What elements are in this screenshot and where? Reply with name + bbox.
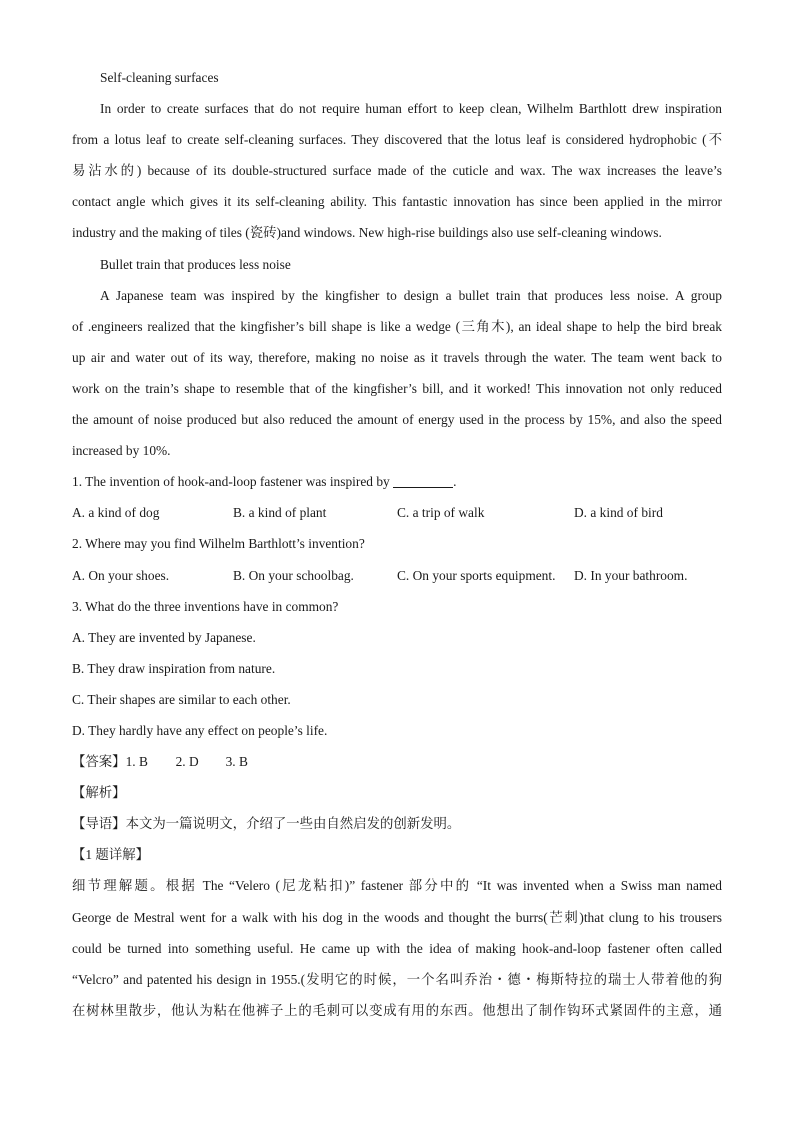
question-1-options: [72, 497, 722, 528]
question-1-text: 1. The invention of hook-and-loop fastener was inspired by: [72, 474, 390, 490]
detail-line: could be turned into something useful. He came up with the idea of making hook-and-loop fastener often called: [72, 940, 722, 956]
question-2-stem: 2. Where may you find Wilhelm Barthlott’s invention?: [72, 536, 365, 552]
document-content: [72, 62, 722, 1026]
answer-2: 2. D: [175, 754, 199, 770]
paragraph-line: increased by 10%.: [72, 443, 171, 459]
section-heading-self-cleaning: Self-cleaning surfaces: [100, 70, 219, 85]
detail-line: 在树林里散步，他认为粘在他裤子上的毛刺可以变成有用的东西。他想出了制作钩环式紧固件的主意，通: [72, 1002, 722, 1018]
answer-line: [72, 746, 722, 777]
answer-label: 【答案】: [72, 754, 126, 770]
answer-1: 1. B: [125, 754, 148, 770]
guide-label: 【导语】: [72, 816, 126, 832]
detail-line: “Velcro” and patented his design in 1955.(发明它的时候，一个名叫乔治・德・梅斯特拉的瑞士人带着他的狗: [72, 971, 722, 987]
answer-3: 3. B: [225, 754, 248, 770]
paragraph-line: the amount of noise produced but also reduced the amount of energy used in the process by 15%, and also the speed: [72, 412, 722, 428]
paragraph-line: work on the train’s shape to resemble that of the kingfisher’s bill, and it worked! This innovation not only reduced: [72, 380, 722, 396]
paragraph-line: industry and the making of tiles (瓷砖)and windows. New high-rise buildings also use self-cleaning windows.: [72, 225, 662, 241]
paragraph-line: from a lotus leaf to create self-cleaning surfaces. They discovered that the lotus leaf is considered hydrophobic (不: [72, 132, 722, 148]
detail-1-label: 【1 题详解】: [72, 847, 149, 863]
paragraph-line: up air and water out of its way, therefore, making no noise as it travels through the water. The team went back to: [72, 349, 722, 365]
paragraph-line: of .engineers realized that the kingfisher’s bill shape is like a wedge (三角木), an ideal shape to help the bird break: [72, 318, 722, 334]
section-heading-bullet-train: Bullet train that produces less noise: [100, 256, 291, 272]
option-d: D. a kind of bird: [574, 505, 663, 521]
detail-line: George de Mestral went for a walk with his dog in the woods and thought the burrs(芒刺)that clung to his trousers: [72, 909, 722, 925]
option-b: B. They draw inspiration from nature.: [72, 660, 276, 676]
option-d: D. They hardly have any effect on people’s life.: [72, 722, 328, 738]
paragraph-line: 易沾水的) because of its double-structured surface made of the cuticle and wax. The wax increases the leave’s: [72, 163, 722, 179]
question-2-options: [72, 560, 722, 591]
paragraph-line: contact angle which gives it its self-cleaning ability. This fantastic innovation has since been applied in the mirror: [72, 194, 722, 210]
paragraph-line: A Japanese team was inspired by the kingfisher to design a bullet train that produces less noise. A group: [100, 287, 722, 303]
guide-text: 本文为一篇说明文，介绍了一些由自然启发的创新发明。: [125, 816, 461, 832]
detail-line: 细节理解题。根据 The “Velero (尼龙粘扣)” fastener 部分中的 “It was invented when a Swiss man named: [72, 878, 722, 894]
guide-line: [72, 808, 722, 839]
question-1-stem: [72, 466, 722, 497]
option-c: C. Their shapes are similar to each other.: [72, 691, 291, 707]
option-c: C. On your sports equipment.: [397, 567, 556, 583]
option-d: D. In your bathroom.: [574, 567, 688, 583]
answer-blank: [393, 473, 453, 488]
option-b: B. On your schoolbag.: [233, 567, 354, 583]
question-3-stem: 3. What do the three inventions have in common?: [72, 598, 339, 614]
option-a: A. a kind of dog: [72, 505, 160, 521]
analysis-label: 【解析】: [72, 785, 126, 801]
option-a: A. They are invented by Japanese.: [72, 629, 256, 645]
option-a: A. On your shoes.: [72, 567, 170, 583]
option-b: B. a kind of plant: [233, 505, 327, 521]
question-1-period: .: [453, 474, 457, 490]
paragraph-line: In order to create surfaces that do not require human effort to keep clean, Wilhelm Barthlott drew inspiration: [100, 101, 722, 117]
option-c: C. a trip of walk: [397, 505, 485, 521]
